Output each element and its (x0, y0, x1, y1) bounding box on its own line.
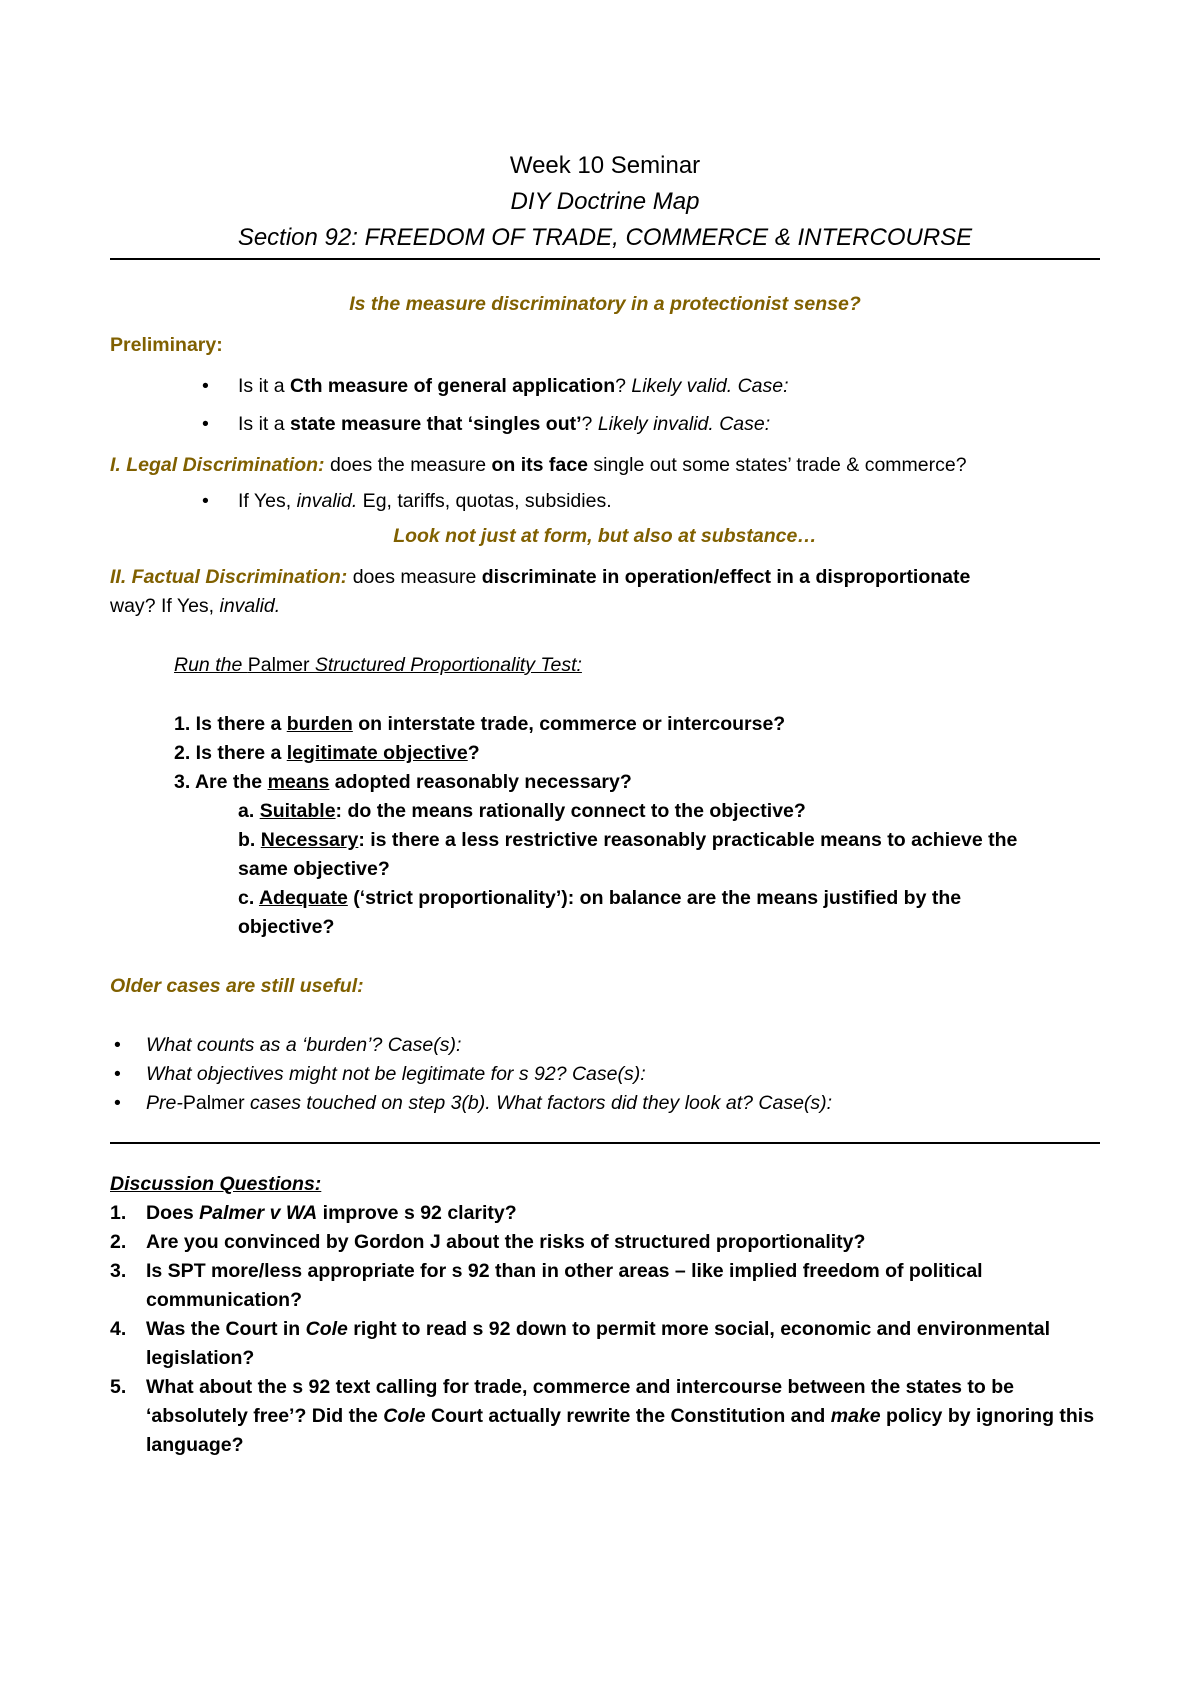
substance-note: Look not just at form, but also at substance… (393, 525, 817, 547)
text: invalid. (219, 595, 281, 617)
text: Suitable (259, 800, 336, 822)
text: Run the (174, 654, 248, 676)
spt-step-3a (110, 797, 1100, 826)
text: Are you convinced by Gordon J about the risks of structured proportionality? (146, 1231, 866, 1253)
text: Likely invalid. Case: (597, 413, 771, 435)
discussion-list (110, 1199, 1100, 1460)
bullet-icon: • (202, 375, 209, 397)
doc-subtitle: DIY Doctrine Map (510, 188, 700, 215)
preliminary-heading: Preliminary: (110, 334, 223, 356)
text: improve s 92 clarity? (317, 1202, 517, 1224)
item-number: 4. (110, 1318, 127, 1340)
text: does measure (347, 566, 482, 588)
text: Cole (305, 1318, 348, 1340)
text: (‘strict proportionality’): on balance are the means justified by the (347, 887, 962, 909)
text: : is there a less restrictive reasonably practicable means to achieve the (358, 829, 1018, 851)
list-item (110, 1199, 1100, 1228)
text: burden (286, 713, 353, 735)
bullet-icon: • (202, 413, 209, 435)
text: Cole (383, 1405, 426, 1427)
central-question: Is the measure discriminatory in a protectionist sense? (349, 293, 861, 315)
text: objective? (238, 916, 335, 938)
text: ? If Yes, (144, 595, 220, 617)
text: single out some states’ trade & commerce? (587, 454, 967, 476)
text: 1. Is there a (174, 713, 287, 735)
text: If Yes, (238, 490, 297, 512)
item-number: 3. (110, 1260, 127, 1282)
text: Was the Court in (146, 1318, 306, 1340)
text: legitimate objective (286, 742, 468, 764)
list-item (110, 1060, 1100, 1089)
list-item (110, 1089, 1100, 1118)
text: on its face (491, 454, 588, 476)
text: Likely valid. Case: (631, 375, 789, 397)
text: means (267, 771, 330, 793)
text: Palmer v WA (199, 1202, 318, 1224)
text: Pre- (146, 1092, 183, 1114)
bullet-icon: • (114, 1034, 121, 1056)
text: adopted reasonably necessary? (329, 771, 632, 793)
text: Is it a (238, 375, 291, 397)
factual-label: II. Factual Discrimination: (110, 566, 348, 588)
list-item (110, 372, 1100, 401)
bullet-icon: • (114, 1092, 121, 1114)
text: Does (146, 1202, 200, 1224)
text: 3. Are the (174, 771, 268, 793)
item-number: 2. (110, 1231, 127, 1253)
spt-heading (110, 651, 1100, 680)
item-number: 1. (110, 1202, 127, 1224)
text: Eg, tariffs, quotas, subsidies. (357, 490, 612, 512)
spt-step-1 (110, 710, 1100, 739)
spt-step-2 (110, 739, 1100, 768)
list-item (110, 1315, 1100, 1373)
text: Necessary (260, 829, 359, 851)
text: What counts as a ‘burden’? Case(s): (146, 1034, 462, 1056)
text: does the measure (324, 454, 492, 476)
spt-step-3b (110, 826, 1100, 884)
text: Structured Proportionality Test: (309, 654, 582, 676)
text: b. (238, 829, 261, 851)
text: What objectives might not be legitimate for s 92? Case(s): (146, 1063, 646, 1085)
bullet-icon: • (202, 490, 209, 512)
text: same objective? (238, 858, 390, 880)
discussion-heading: Discussion Questions: (110, 1173, 322, 1195)
text: right to read s 92 down to permit more social, economic and environmental legislation? (146, 1318, 1051, 1369)
list-item (110, 410, 1100, 439)
legal-label: I. Legal Discrimination: (110, 454, 325, 476)
text: Is it a (238, 413, 291, 435)
older-cases-list (110, 1031, 1100, 1118)
text: make (830, 1405, 881, 1427)
text: c. (238, 887, 259, 909)
list-item (110, 1031, 1100, 1060)
text: policy by ignoring this language? (146, 1405, 1095, 1456)
text: cases touched on step 3(b). What factors did they look at? Case(s): (244, 1092, 833, 1114)
text: Court actually rewrite the Constitution and (425, 1405, 831, 1427)
spt-step-3 (110, 768, 1100, 797)
text: ? (467, 742, 480, 764)
text: discriminate in operation/effect in a disproportionate (481, 566, 971, 588)
legal-list (110, 487, 1100, 516)
text: a. (238, 800, 260, 822)
text: : do the means rationally connect to the objective? (335, 800, 806, 822)
list-item (110, 487, 1100, 516)
document-page (110, 148, 1100, 1460)
preliminary-list (110, 372, 1100, 439)
bullet-icon: • (114, 1063, 121, 1085)
text: Palmer (182, 1092, 245, 1114)
spt-step-3c (110, 884, 1100, 942)
text: invalid. (296, 490, 358, 512)
text: Cth measure of general application (290, 375, 616, 397)
doc-section-heading: Section 92: FREEDOM OF TRADE, COMMERCE & INTERCOURSE (237, 224, 973, 251)
text: What about the s 92 text calling for trade, commerce and intercourse between the states to be ‘absolutely free’? Did the (146, 1376, 1014, 1427)
text: Adequate (258, 887, 348, 909)
doc-title: Week 10 Seminar (509, 152, 701, 179)
text: ? (581, 413, 598, 435)
text: on interstate trade, commerce or intercourse? (352, 713, 786, 735)
text: Is SPT more/less appropriate for s 92 than in other areas – like implied freedom of political communication? (146, 1260, 983, 1311)
text: state measure that ‘singles out’ (290, 413, 582, 435)
text: Palmer (247, 654, 310, 676)
legal-discrimination-paragraph (110, 451, 1100, 480)
older-cases-heading: Older cases are still useful: (110, 975, 364, 997)
text: 2. Is there a (174, 742, 287, 764)
list-item (110, 1228, 1100, 1257)
item-number: 5. (110, 1376, 127, 1398)
text: ? (615, 375, 632, 397)
factual-discrimination-paragraph (110, 563, 1100, 621)
list-item (110, 1373, 1100, 1460)
list-item (110, 1257, 1100, 1315)
text: way (110, 595, 145, 617)
